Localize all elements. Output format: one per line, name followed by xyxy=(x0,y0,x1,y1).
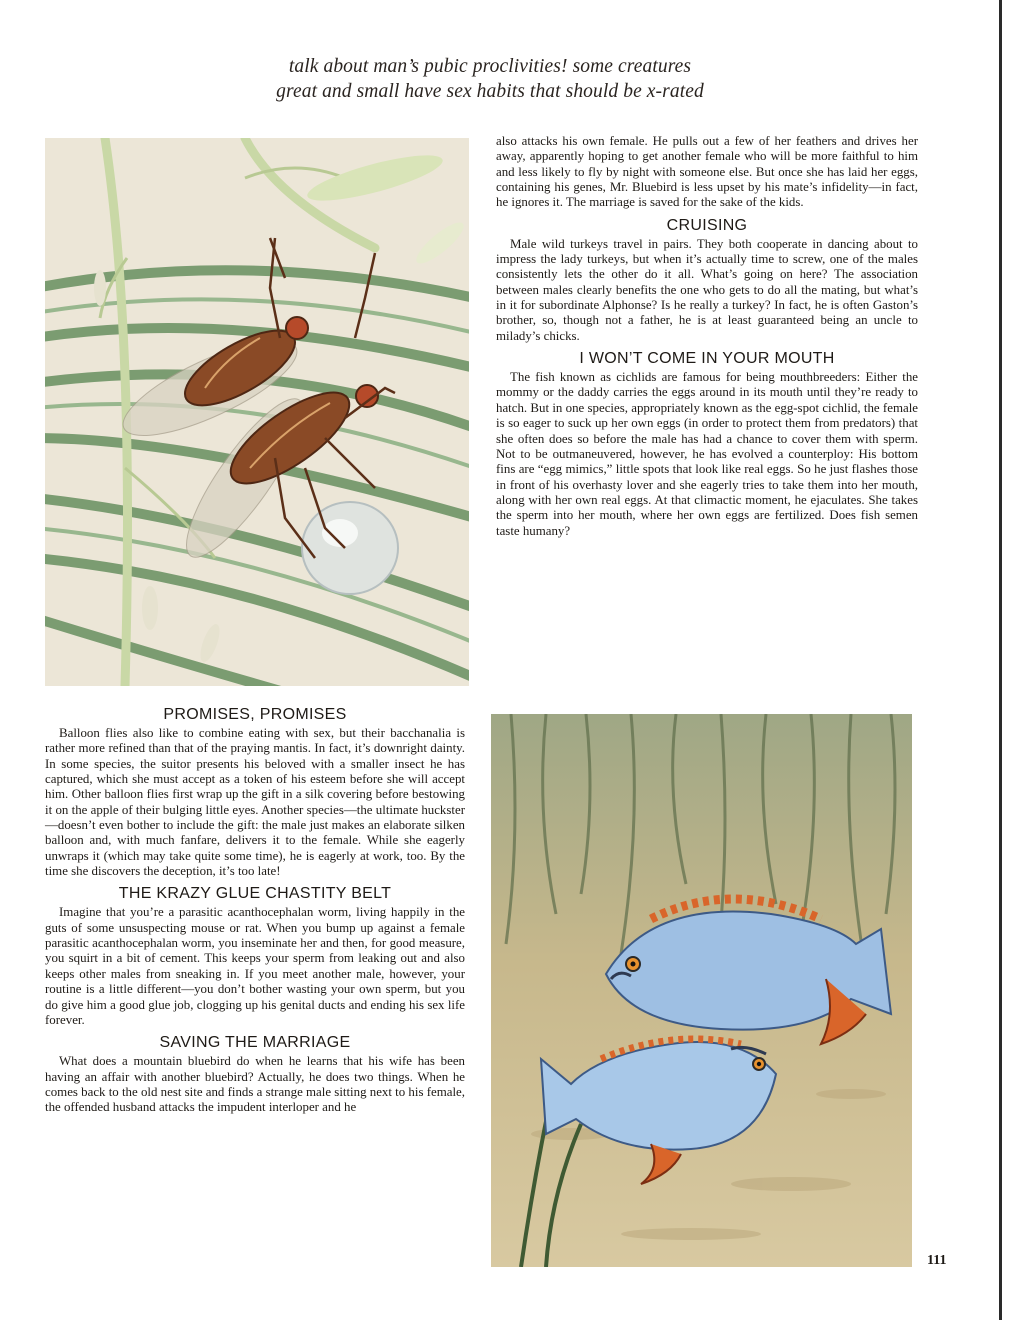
page-number: 111 xyxy=(927,1253,947,1268)
saving-marriage-paragraph: What does a mountain bluebird do when he learns that his wife has been having an affair with another bluebird? Actually, he does two things. When he comes back to the old nest site and finds a strange male sitting next to his female, the offended husband attacks the impudent interloper and he xyxy=(45,1054,465,1115)
mouth-heading: I WON’T COME IN YOUR MOUTH xyxy=(579,350,835,368)
left-column xyxy=(45,700,465,1116)
cruising-heading: CRUISING xyxy=(666,216,748,234)
cruising-paragraph: Male wild turkeys travel in pairs. They both cooperate in dancing about to impress the lady turkeys, but when it’s actually time to screw, one of the males consistently lets the other do it all. What’s going on here? The association between males clearly benefits the one who gets to do all the mating, but what’s in it for subordinate Alphonse? Is he really a turkey? In fact, he is often Gaston’s brother, so, though not a father, he is at least guaranteed being an uncle to milady’s chicks. xyxy=(496,236,918,343)
header-line-1: talk about man’s pubic proclivities! some creatures xyxy=(288,56,692,77)
krazy-glue-heading: THE KRAZY GLUE CHASTITY BELT xyxy=(118,885,392,903)
promises-heading: PROMISES, PROMISES xyxy=(163,706,347,723)
cichlids-drawing xyxy=(491,714,912,1267)
mouth-paragraph: The fish known as cichlids are famous for being mouthbreeders: Either the mommy or the daddy carries the eggs around in its mouth until they’re ready to hatch. But in one species, appropriately known as the egg-spot cichlid, the female is so eager to suck up her own eggs (in order to protect them from predators) that she often does so before the male has had a chance to cover them with sperm. Not to be outmaneuvered, however, he has evolved a counterploy: His bottom fins are “egg mimics,” little spots that look like real eggs. So he just flashes those in front of his overhasty lover and she eagerly tries to take them into her mouth, along with her own real eggs. At that climactic moment, he ejaculates. She takes the sperm into her mouth, where her own eggs are fertilized. Does fish semen taste humany? xyxy=(496,370,918,538)
page-header xyxy=(180,54,800,104)
saving-marriage-heading: SAVING THE MARRIAGE xyxy=(159,1034,351,1052)
balloon-flies-illustration xyxy=(45,138,469,686)
cichlids-illustration xyxy=(491,714,912,1267)
balloon-flies-drawing xyxy=(45,138,469,686)
right-column xyxy=(496,134,918,539)
page-edge-line xyxy=(999,0,1002,1320)
bluebird-continued-paragraph: also attacks his own female. He pulls out a few of her feathers and drives her away, apparently hoping to get another female who will be more faithful to him and less likely to fly by night with someone else. But once she has laid her eggs, containing his genes, Mr. Bluebird is less upset by his mate’s infidelity—in fact, he ignores it. The marriage is saved for the sake of the kids. xyxy=(496,134,918,210)
header-line-2: great and small have sex habits that should be x-rated xyxy=(276,81,704,102)
krazy-glue-paragraph: Imagine that you’re a parasitic acanthocephalan worm, living happily in the guts of some unsuspecting mouse or rat. When you bump up against a female parasitic acanthocephalan worm, you inseminate her and then, for good measure, you squirt in a bit of cement. This keeps your sperm from leaking out and also keeps other males from sneaking in. If you meet another male, however, your routine is a little different—you don’t bother wasting your own sperm, but you do give him a good glue job, clogging up his genital ducts and ending his sex life forever. xyxy=(45,905,465,1027)
promises-paragraph: Balloon flies also like to combine eating with sex, but their bacchanalia is rather more refined than that of the praying mantis. In fact, it’s downright dainty. In some species, the suitor presents his beloved with a smaller insect he has captured, which she must accept as a token of his esteem before she will accept him. Other balloon flies first wrap up the gift in a silk covering before bestowing it on the apple of their bulging little eyes. Another species—the ultimate huckster—doesn’t even bother to include the gift: the male just makes an elaborate silken balloon and, with much fanfare, delivers it to the female. While she eagerly unwraps it (which may take quite some time), he is eagerly at work, too. By the time she discovers the deception, it’s too late! xyxy=(45,726,465,879)
